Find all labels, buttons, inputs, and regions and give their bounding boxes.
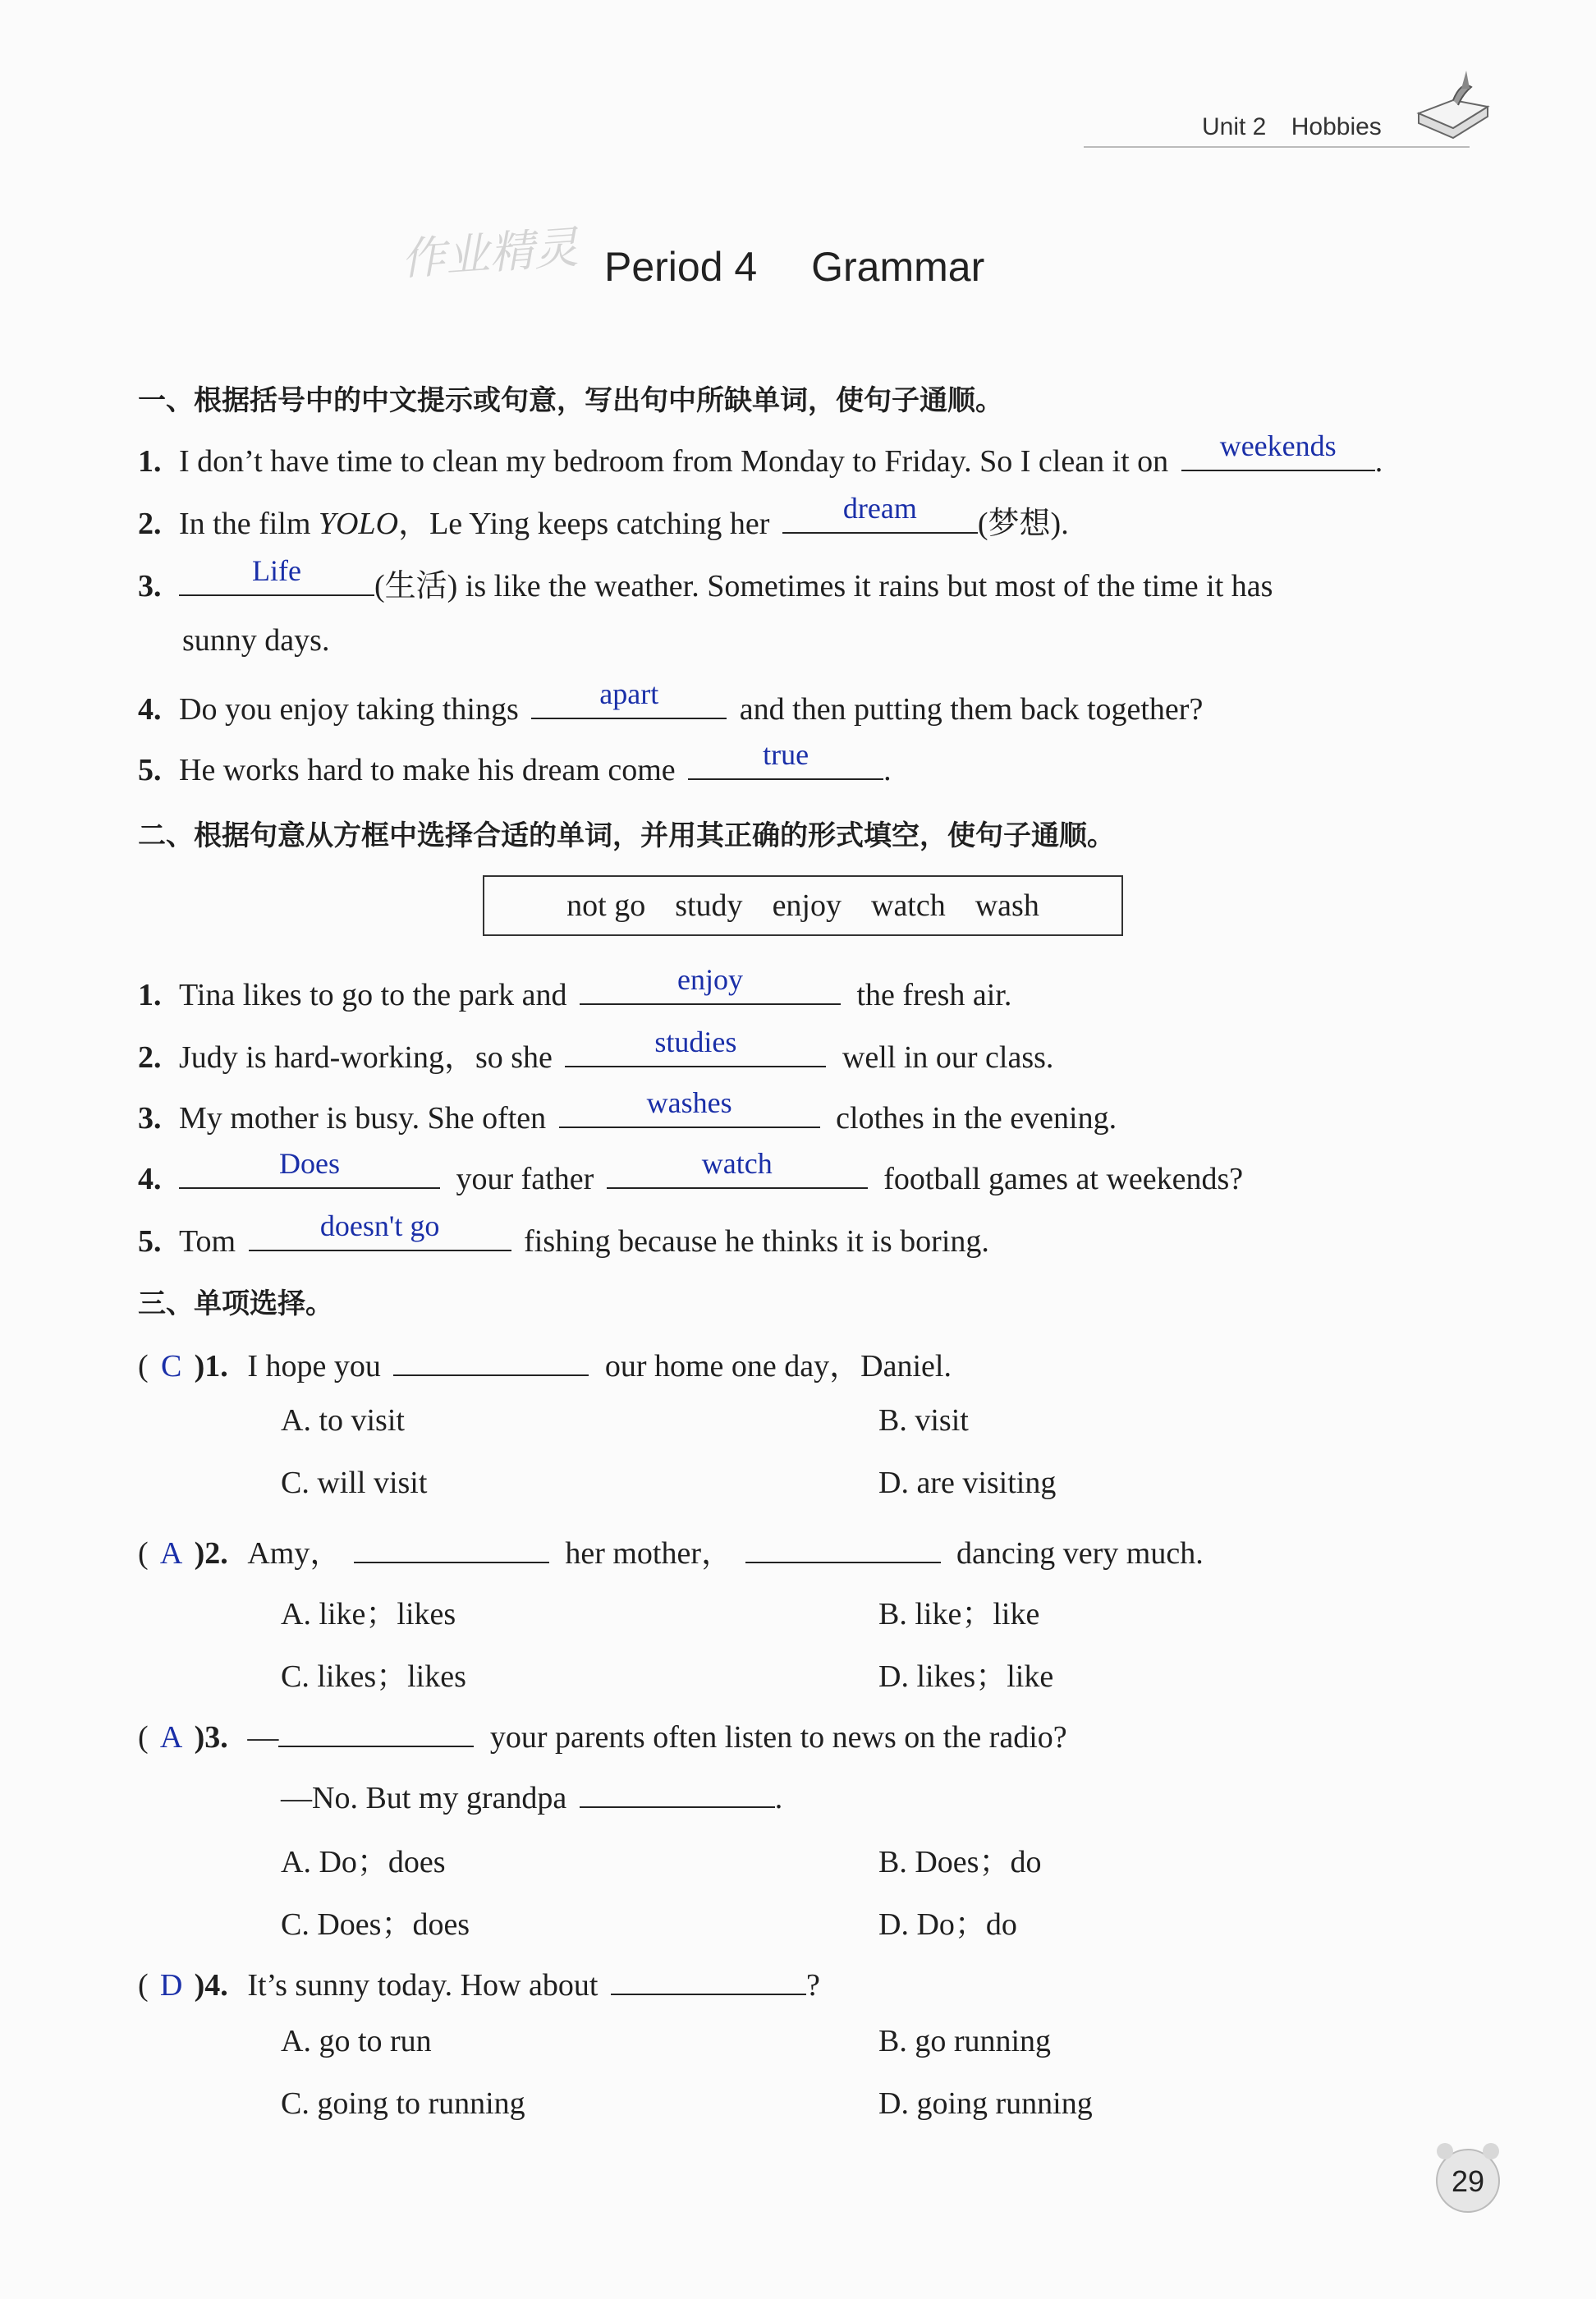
topic-label: Hobbies: [1291, 113, 1382, 140]
s3-q2-option-c[interactable]: C. likes；likes: [281, 1659, 466, 1694]
s2-item-3: 3. My mother is busy. She often washes clothes in the evening.: [138, 1086, 1117, 1136]
s3-q1-option-a[interactable]: A. to visit: [281, 1403, 405, 1438]
s3-q4-option-b[interactable]: B. go running: [878, 2024, 1052, 2058]
s3-question-3: ( A )3. — your parents often listen to news on the radio?: [138, 1713, 1067, 1755]
word-option: enjoy: [772, 888, 842, 923]
s3-q3-option-c[interactable]: C. Does；does: [281, 1907, 470, 1942]
section3-heading: 三、单项选择。: [138, 1287, 333, 1320]
word-box: [483, 875, 1123, 936]
answer-blank[interactable]: [354, 1529, 549, 1563]
answer-blank[interactable]: apart: [531, 685, 727, 719]
s1-item-4: 4. Do you enjoy taking things apart and then putting them back together?: [138, 677, 1204, 727]
title-name: Grammar: [811, 244, 985, 290]
header-unit: [1202, 113, 1382, 141]
s3-q1-option-d[interactable]: D. are visiting: [878, 1466, 1057, 1500]
page-title: [604, 243, 984, 291]
answer-blank[interactable]: studies: [565, 1033, 826, 1067]
answer-blank[interactable]: [745, 1529, 941, 1563]
page-number: 29: [1451, 2164, 1485, 2198]
s3-q4-option-d[interactable]: D. going running: [878, 2086, 1093, 2121]
s2-item-1: 1. Tina likes to go to the park and enjoy the fresh air.: [138, 963, 1012, 1012]
choice-answer[interactable]: A: [159, 1536, 183, 1571]
answer-blank[interactable]: true: [688, 746, 883, 780]
answer-blank[interactable]: [611, 1961, 806, 1995]
answer-blank[interactable]: weekends: [1181, 437, 1375, 471]
s3-q3-option-a[interactable]: A. Do；does: [281, 1845, 446, 1879]
answer-blank[interactable]: enjoy: [580, 971, 841, 1005]
s3-q3-option-d[interactable]: D. Do；do: [878, 1907, 1017, 1942]
section2-heading: 二、根据句意从方框中选择合适的单词，并用其正确的形式填空，使句子通顺。: [138, 819, 1115, 852]
s3-q3-option-b[interactable]: B. Does；do: [878, 1845, 1042, 1879]
answer-blank[interactable]: washes: [559, 1094, 820, 1128]
answer-blank[interactable]: dream: [782, 499, 978, 534]
answer-blank[interactable]: [278, 1713, 474, 1747]
period-label: Period 4: [604, 244, 758, 290]
answer-blank[interactable]: doesn't go: [249, 1217, 511, 1251]
s1-item-3-cont: sunny days.: [182, 623, 330, 658]
s2-item-2: 2. Judy is hard-working，so she studies well in our class.: [138, 1026, 1054, 1075]
s3-question-4: ( D )4. It’s sunny today. How about ?: [138, 1961, 820, 2003]
answer-blank[interactable]: watch: [607, 1154, 868, 1189]
section1-heading: 一、根据括号中的中文提示或句意，写出句中所缺单词，使句子通顺。: [138, 384, 1003, 417]
word-option: study: [675, 888, 743, 923]
s3-q2-option-a[interactable]: A. like；likes: [281, 1597, 456, 1631]
s3-question-1: ( C )1. I hope you our home one day，Daniel.: [138, 1340, 952, 1385]
word-option: not go: [566, 888, 646, 923]
book-icon: [1412, 64, 1494, 149]
s3-question-2: ( A )2. Amy， her mother， dancing very much.: [138, 1527, 1204, 1572]
s3-q1-option-b[interactable]: B. visit: [878, 1403, 969, 1438]
s3-q1-option-c[interactable]: C. will visit: [281, 1466, 428, 1500]
answer-blank[interactable]: Does: [179, 1154, 440, 1189]
word-option: wash: [975, 888, 1039, 923]
choice-answer[interactable]: A: [159, 1720, 183, 1755]
s3-q2-option-d[interactable]: D. likes；like: [878, 1659, 1054, 1694]
watermark: 作业精灵: [399, 221, 580, 286]
answer-blank[interactable]: [580, 1774, 775, 1808]
s1-item-5: 5. He works hard to make his dream come true .: [138, 738, 892, 787]
s1-item-2: 2. In the film YOLO，Le Ying keeps catching her dream (梦想).: [138, 492, 1069, 541]
choice-answer[interactable]: D: [159, 1968, 183, 2003]
s3-question-3-reply: —No. But my grandpa .: [281, 1774, 782, 1816]
unit-label: Unit 2: [1202, 113, 1267, 140]
s3-q2-option-b[interactable]: B. like；like: [878, 1597, 1040, 1631]
s3-q4-option-c[interactable]: C. going to running: [281, 2086, 525, 2121]
answer-blank[interactable]: [393, 1342, 589, 1376]
choice-answer[interactable]: C: [160, 1349, 182, 1384]
answer-blank[interactable]: Life: [179, 562, 374, 596]
word-option: watch: [871, 888, 946, 923]
s2-item-5: 5. Tom doesn't go fishing because he thinks it is boring.: [138, 1209, 989, 1259]
s1-item-3: 3. Life (生活) is like the weather. Sometimes it rains but most of the time it has: [138, 554, 1273, 603]
s2-item-4: 4. Does your father watch football games at weekends?: [138, 1147, 1244, 1196]
s3-q4-option-a[interactable]: A. go to run: [281, 2024, 432, 2058]
s1-item-1: 1. I don’t have time to clean my bedroom from Monday to Friday. So I clean it on weekends .: [138, 429, 1383, 479]
